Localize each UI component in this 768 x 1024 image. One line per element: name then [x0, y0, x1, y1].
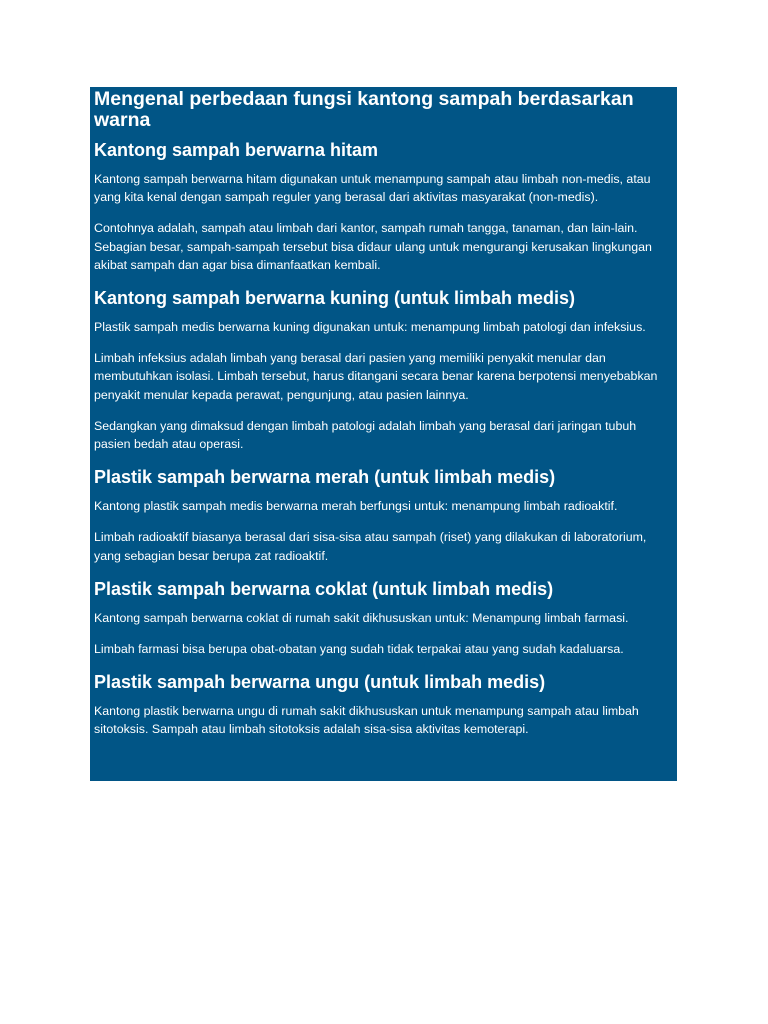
section-paragraph: Limbah infeksius adalah limbah yang berasal dari pasien yang memiliki penyakit menular dan membutuhkan isolasi. Limbah tersebut, harus ditangani secara benar karena berpotensi menyebabkan penyakit menular kepada perawat, pengunjung, atau pasien lainnya. — [94, 351, 658, 402]
section-paragraph: Limbah radioaktif biasanya berasal dari sisa-sisa atau sampah (riset) yang dilakukan di laboratorium, yang sebagian besar berupa zat radioaktif. — [94, 530, 647, 563]
section-paragraph: Kantong plastik berwarna ungu di rumah sakit dikhususkan untuk menampung sampah atau limbah sitotoksis. Sampah atau limbah sitotoksis adalah sisa-sisa aktivitas kemoterapi. — [94, 704, 639, 737]
section-black-bag — [94, 139, 675, 274]
section-paragraph: Limbah farmasi bisa berupa obat-obatan yang sudah tidak terpakai atau yang sudah kadaluarsa. — [94, 642, 624, 657]
section-red-bag — [94, 466, 675, 565]
section-brown-bag — [94, 578, 675, 658]
section-heading: Plastik sampah berwarna ungu (untuk limbah medis) — [94, 672, 546, 693]
section-purple-bag — [94, 671, 675, 738]
section-paragraph: Sedangkan yang dimaksud dengan limbah patologi adalah limbah yang berasal dari jaringan tubuh pasien bedah atau operasi. — [94, 418, 637, 452]
section-heading: Kantong sampah berwarna hitam — [94, 140, 379, 160]
article-panel — [90, 87, 677, 781]
section-paragraph: Contohnya adalah, sampah atau limbah dari kantor, sampah rumah tangga, tanaman, dan lain-lain. Sebagian besar, sampah-sampah tersebut bisa didaur ulang untuk mengurangi kerusakan lingkungan akibat sampah dan agar bisa dimanfaatkan kembali. — [94, 221, 652, 272]
section-paragraph: Plastik sampah medis berwarna kuning digunakan untuk: menampung limbah patologi dan infeksius. — [94, 320, 646, 335]
section-yellow-bag — [94, 287, 675, 453]
section-heading: Kantong sampah berwarna kuning (untuk limbah medis) — [94, 288, 576, 309]
section-paragraph: Kantong sampah berwarna coklat di rumah sakit dikhususkan untuk: Menampung limbah farmasi. — [94, 610, 629, 625]
section-heading: Plastik sampah berwarna merah (untuk limbah medis) — [94, 467, 556, 488]
article-title: Mengenal perbedaan fungsi kantong sampah berdasarkan warna — [94, 88, 634, 131]
section-paragraph: Kantong sampah berwarna hitam digunakan untuk menampung sampah atau limbah non-medis, atau yang kita kenal dengan sampah reguler yang berasal dari aktivitas masyarakat (non-medis). — [94, 172, 651, 205]
section-paragraph: Kantong plastik sampah medis berwarna merah berfungsi untuk: menampung limbah radioaktif. — [94, 499, 618, 514]
section-heading: Plastik sampah berwarna coklat (untuk limbah medis) — [94, 578, 554, 599]
